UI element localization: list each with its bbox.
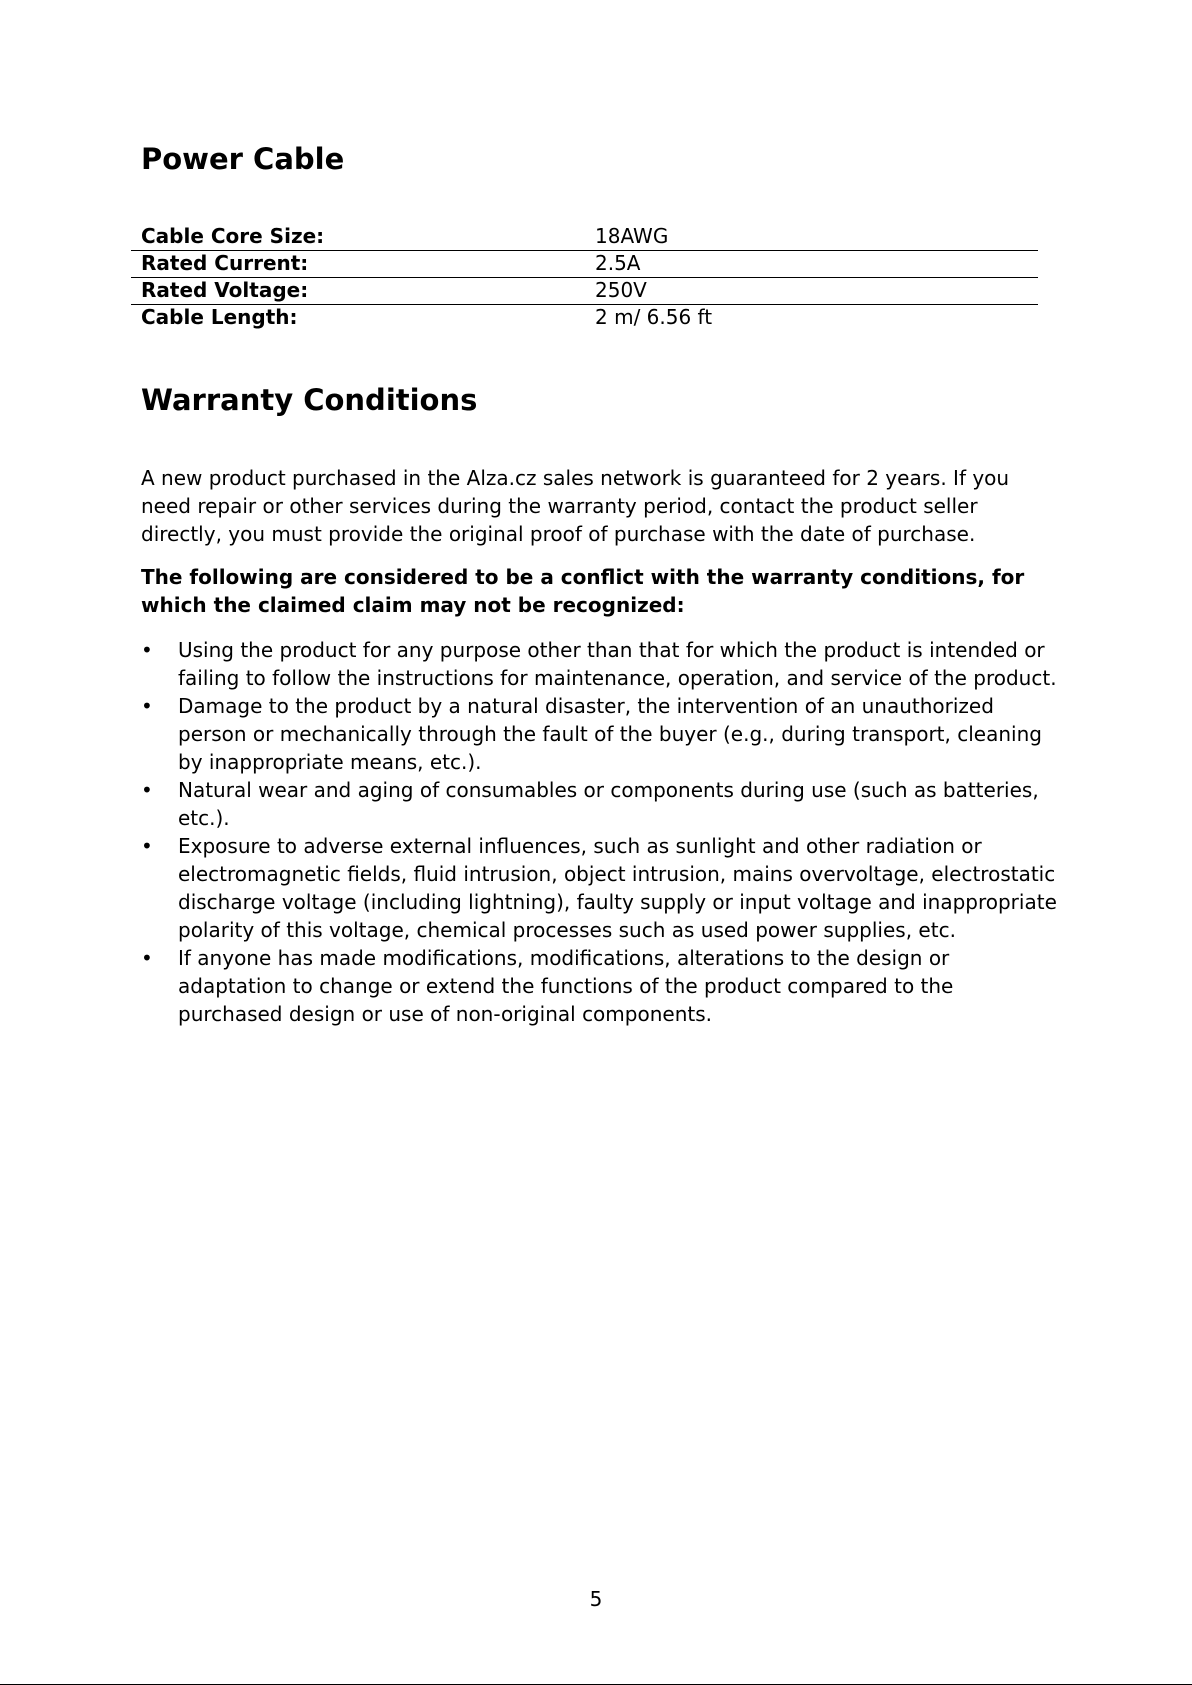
- bullet-icon: •: [141, 946, 153, 970]
- page-number: 5: [589, 1587, 603, 1611]
- power-cable-title: Power Cable: [141, 142, 345, 176]
- list-item: [141, 636, 1061, 692]
- power-cable-spec-table: [131, 224, 1038, 331]
- spec-label: Rated Voltage:: [131, 278, 585, 305]
- spec-label: Cable Core Size:: [141, 224, 325, 248]
- bullet-icon: •: [141, 638, 153, 662]
- spec-row: [131, 251, 1038, 278]
- bullet-icon: •: [141, 694, 153, 718]
- warranty-conflict-heading: The following are considered to be a conflict with the warranty conditions, for which the claimed claim may not be recognized:: [141, 565, 1025, 617]
- spec-row: [131, 224, 1038, 251]
- list-item-text: Natural wear and aging of consumables or components during use (such as batteries, etc.).: [178, 778, 1039, 830]
- spec-label: Cable Length:: [131, 305, 585, 332]
- spec-value: 18AWG: [595, 224, 669, 248]
- spec-value: 250V: [585, 278, 1038, 305]
- list-item-text: If anyone has made modifications, modifications, alterations to the design or adaptation to change or extend the functions of the product compared to the purchased design or use of non-original components.: [178, 946, 954, 1026]
- list-item: [141, 832, 1061, 944]
- list-item-text: Damage to the product by a natural disaster, the intervention of an unauthorized person or mechanically through the fault of the buyer (e.g., during transport, cleaning by inappropriate means, etc.).: [178, 694, 1042, 774]
- list-item-text: Exposure to adverse external influences, such as sunlight and other radiation or electromagnetic fields, fluid intrusion, object intrusion, mains overvoltage, electrostatic discharge voltage (including lightning), faulty supply or input voltage and inappropriate polarity of this voltage, chemical processes such as used power supplies, etc.: [178, 834, 1057, 942]
- bullet-icon: •: [141, 834, 153, 858]
- warranty-exclusions-list: [141, 636, 1061, 1028]
- list-item-text: Using the product for any purpose other than that for which the product is intended or failing to follow the instructions for maintenance, operation, and service of the product.: [178, 638, 1057, 690]
- list-item: [141, 944, 1061, 1028]
- spec-row: [131, 278, 1038, 305]
- spec-value: 2 m/ 6.56 ft: [585, 305, 1038, 332]
- bullet-icon: •: [141, 778, 153, 802]
- list-item: [141, 776, 1061, 832]
- warranty-intro-paragraph: A new product purchased in the Alza.cz sales network is guaranteed for 2 years. If you need repair or other services during the warranty period, contact the product seller directly, you must provide the original proof of purchase with the date of purchase.: [141, 466, 1010, 546]
- list-item: [141, 692, 1061, 776]
- spec-value: 2.5A: [585, 251, 1038, 278]
- spec-label: Rated Current:: [131, 251, 585, 278]
- warranty-title: Warranty Conditions: [141, 383, 478, 417]
- spec-row: [131, 305, 1038, 332]
